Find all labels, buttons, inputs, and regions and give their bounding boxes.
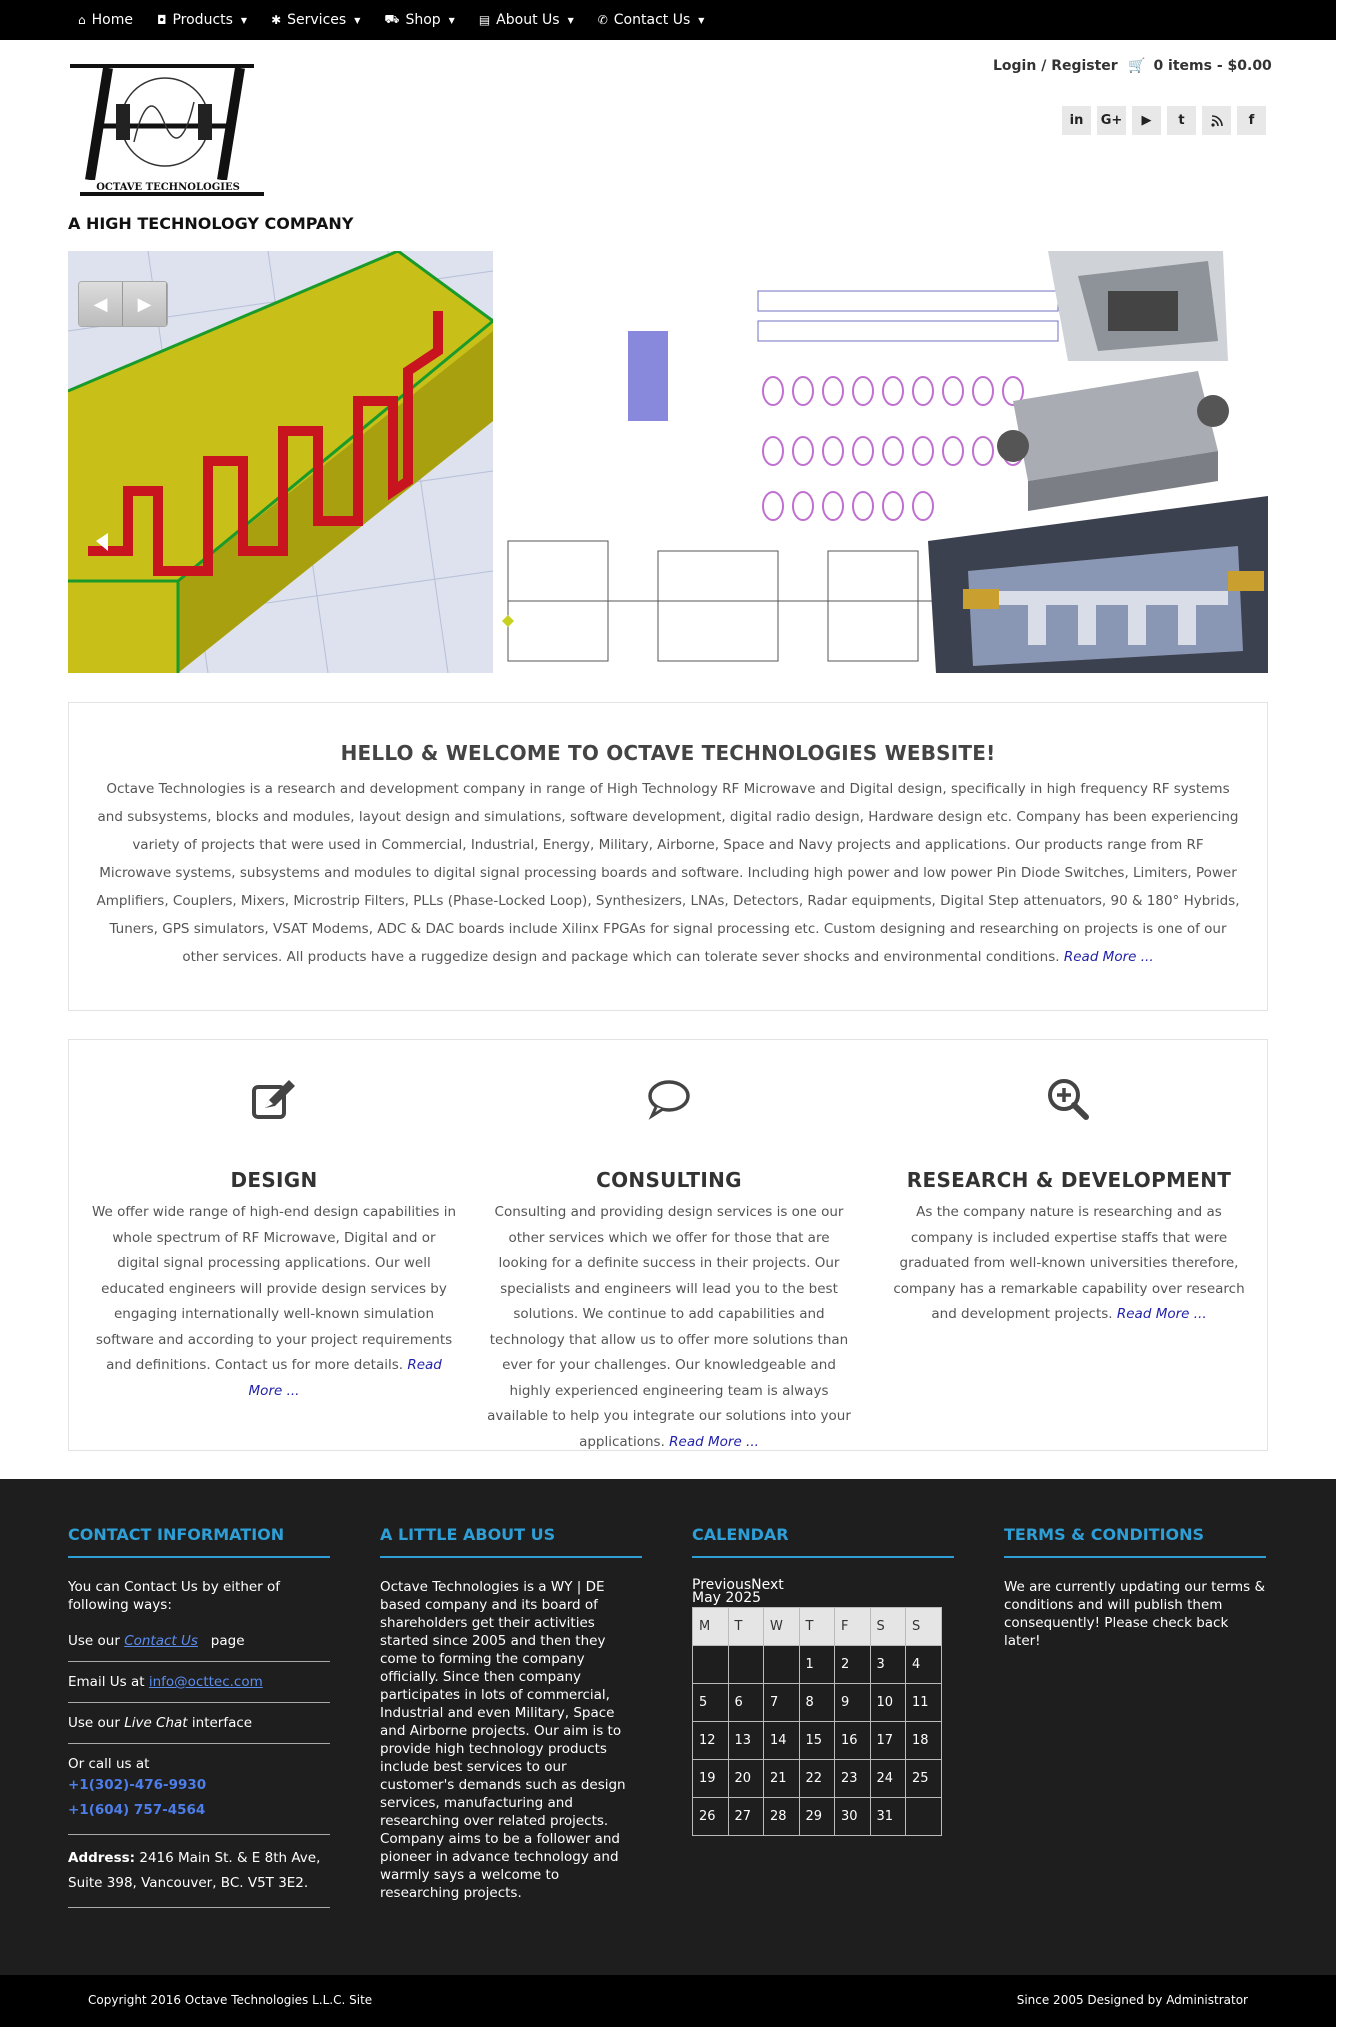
service-text bbox=[91, 1200, 457, 1404]
terms-text: We are currently updating our terms & conditions and will publish them consequently! Please check back later! bbox=[1004, 1579, 1266, 1649]
calendar-month: May 2025 bbox=[692, 1590, 762, 1606]
nav-item-products[interactable] bbox=[157, 12, 247, 28]
google-plus-icon[interactable]: G+ bbox=[1097, 106, 1126, 135]
slider-next-button[interactable] bbox=[123, 282, 167, 326]
email-link[interactable]: info@octtec.com bbox=[148, 1674, 263, 1690]
weekday: M bbox=[693, 1608, 729, 1646]
weekday: W bbox=[764, 1608, 800, 1646]
nav-label: Services bbox=[287, 12, 347, 28]
calendar-day: 22 bbox=[799, 1760, 835, 1798]
chat-prefix: Use our bbox=[68, 1715, 120, 1731]
calendar-next-link[interactable]: Next bbox=[751, 1577, 784, 1593]
calendar-table bbox=[692, 1607, 942, 1836]
welcome-body: Octave Technologies is a research and development company in range of High Technology RF Microwave and Digital design, specifically in high frequency RF systems and subsystems, blocks and modules, layout design and simulations, software development, digital radio design, Hardware design etc. Company has been experiencing variety of projects that were used in Commercial, Industrial, Energy, Military, Airborne, Space and Navy projects and applications. Our products range from RF Microwave systems, subsystems and modules to digital signal processing boards and software. Including high power and low power Pin Diode Switches, Limiters, Power Amplifiers, Couplers, Mixers, Microstrip Filters, PLLs (Phase-Locked Loop), Synthesizers, LNAs, Detectors, Radar equipments, Digital Step attenuators, 90 & 180° Hybrids, Tuners, GPS simulators, VSAT Modems, ADC & DAC boards include Xilinx FPGAs for signal processing etc. Custom designing and researching on projects is one of our other services. All products have a ruggedize design and package which can tolerate sever shocks and environmental conditions. bbox=[96, 781, 1240, 965]
welcome-text bbox=[95, 775, 1241, 971]
service-research-development bbox=[874, 1040, 1264, 1328]
calendar-day: 18 bbox=[906, 1722, 942, 1760]
hero-image bbox=[68, 251, 1268, 673]
designed-by-text: Since 2005 Designed by Administrator bbox=[1016, 1993, 1248, 2007]
live-chat-link[interactable]: Live Chat bbox=[124, 1715, 188, 1731]
address-row bbox=[68, 1835, 330, 1908]
caret-down-icon: ▼ bbox=[567, 15, 574, 25]
nav-item-services[interactable] bbox=[271, 12, 360, 28]
calendar-week bbox=[693, 1722, 942, 1760]
calendar-day: 27 bbox=[728, 1798, 764, 1836]
services-section bbox=[68, 1039, 1268, 1451]
rss-icon[interactable] bbox=[1202, 106, 1231, 135]
service-title: CONSULTING bbox=[596, 1168, 742, 1192]
social-links bbox=[1062, 106, 1272, 135]
contact-use-our: Use our bbox=[68, 1633, 120, 1649]
logo-wordmark: OCTAVE TECHNOLOGIES bbox=[96, 182, 240, 193]
footer-heading: TERMS & CONDITIONS bbox=[1004, 1525, 1266, 1558]
calendar-weekdays bbox=[693, 1608, 942, 1646]
weekday: S bbox=[906, 1608, 942, 1646]
footer-calendar-column bbox=[692, 1525, 954, 1836]
page-edge bbox=[1336, 0, 1350, 2027]
welcome-section bbox=[68, 702, 1268, 1011]
calendar-day: 30 bbox=[835, 1798, 871, 1836]
nav-label: Contact Us bbox=[613, 12, 691, 28]
cart-icon: ⛟ bbox=[384, 12, 400, 26]
calendar-day: 21 bbox=[764, 1760, 800, 1798]
camera-icon: ◘ bbox=[156, 13, 167, 27]
footer-heading: A LITTLE ABOUT US bbox=[380, 1525, 642, 1558]
calendar-week bbox=[693, 1684, 942, 1722]
nav-label: Home bbox=[91, 12, 133, 28]
footer-heading: CONTACT INFORMATION bbox=[68, 1525, 330, 1558]
chat-suffix: interface bbox=[191, 1715, 253, 1731]
nav-label: Shop bbox=[405, 12, 441, 28]
calendar-day: 25 bbox=[906, 1760, 942, 1798]
edit-icon bbox=[79, 1078, 469, 1128]
service-body: As the company nature is researching and as company is included expertise staffs that were graduated from well-known universities therefore, company has a remarkable capability over research and development projects. bbox=[893, 1204, 1245, 1322]
email-prefix: Email Us at bbox=[68, 1674, 145, 1690]
chevron-right-icon: ▶ bbox=[137, 293, 152, 315]
bottom-bar bbox=[0, 1975, 1336, 2027]
calendar-day: 15 bbox=[799, 1722, 835, 1760]
document-icon: ▤ bbox=[478, 13, 491, 27]
footer-about-column bbox=[380, 1525, 642, 1902]
weekday: S bbox=[870, 1608, 906, 1646]
calendar-day: 28 bbox=[764, 1798, 800, 1836]
footer bbox=[0, 1479, 1336, 1975]
calendar-day: 9 bbox=[835, 1684, 871, 1722]
address-label: Address: bbox=[68, 1850, 136, 1866]
slider-prev-button[interactable] bbox=[79, 282, 123, 326]
service-title: RESEARCH & DEVELOPMENT bbox=[906, 1168, 1232, 1192]
calendar-day bbox=[764, 1646, 800, 1684]
calendar-day: 12 bbox=[693, 1722, 729, 1760]
phone-icon: ✆ bbox=[597, 13, 608, 27]
weekday: T bbox=[799, 1608, 835, 1646]
live-chat-row bbox=[68, 1703, 330, 1744]
phone-link-1[interactable]: +1(302)-476-9930 bbox=[68, 1777, 207, 1793]
copyright-text: Copyright 2016 Octave Technologies L.L.C. Site bbox=[88, 1993, 373, 2007]
calendar-day: 3 bbox=[870, 1646, 906, 1684]
site-logo[interactable] bbox=[68, 62, 266, 202]
caret-down-icon: ▼ bbox=[698, 15, 705, 25]
calendar-day: 19 bbox=[693, 1760, 729, 1798]
service-consulting bbox=[474, 1040, 864, 1455]
calendar-day: 14 bbox=[764, 1722, 800, 1760]
service-read-more-link[interactable]: Read More ... bbox=[1116, 1306, 1207, 1322]
footer-heading: CALENDAR bbox=[692, 1525, 954, 1558]
home-icon: ⌂ bbox=[78, 13, 86, 27]
caret-down-icon: ▼ bbox=[240, 15, 248, 25]
cart-icon: 🛒 bbox=[1128, 58, 1146, 74]
calendar-week bbox=[693, 1798, 942, 1836]
service-text bbox=[886, 1200, 1252, 1328]
service-read-more-link[interactable]: Read More ... bbox=[248, 1357, 442, 1399]
zoom-in-icon bbox=[874, 1078, 1264, 1128]
calendar-day: 11 bbox=[906, 1684, 942, 1722]
service-body: We offer wide range of high-end design capabilities in whole spectrum of RF Microwave, Digital and or digital signal processing applications. Our well educated engineers will provide design services by engaging internationally well-known simulation software and according to your project requirements and definitions. Contact us for more details. bbox=[91, 1204, 457, 1373]
contact-us-link[interactable]: Contact Us bbox=[124, 1633, 198, 1649]
nav-item-shop[interactable] bbox=[384, 12, 454, 28]
welcome-title: HELLO & WELCOME TO OCTAVE TECHNOLOGIES WEBSITE! bbox=[340, 741, 996, 765]
phone-link-2[interactable]: +1(604) 757-4564 bbox=[68, 1802, 206, 1818]
nav-item-contact-us[interactable] bbox=[598, 12, 705, 28]
calendar-day: 24 bbox=[870, 1760, 906, 1798]
footer-terms-column bbox=[1004, 1525, 1266, 1650]
calendar-day: 29 bbox=[799, 1798, 835, 1836]
caret-down-icon: ▼ bbox=[448, 15, 455, 25]
login-register-link[interactable]: Login / Register bbox=[993, 58, 1118, 74]
address-text: 2416 Main St. & E 8th Ave, Suite 398, Vancouver, BC. V5T 3E2. bbox=[68, 1850, 321, 1891]
calendar-week bbox=[693, 1760, 942, 1798]
cart-label: 0 items - $0.00 bbox=[1153, 58, 1272, 74]
service-body: Consulting and providing design services is one our other services which we offer for those that are looking for a definite success in their projects. Our specialists and engineers will lead you to the best solutions. We continue to add capabilities and technology that allow us to offer more solutions than ever for your challenges. Our knowledgeable and highly experienced engineering team is always available to help you integrate our solutions into your applications. bbox=[487, 1204, 851, 1450]
calendar-day bbox=[906, 1798, 942, 1836]
calendar-day bbox=[728, 1646, 764, 1684]
phone-row bbox=[68, 1744, 330, 1835]
calendar-day: 10 bbox=[870, 1684, 906, 1722]
call-label: Or call us at bbox=[68, 1756, 150, 1772]
calendar-day: 7 bbox=[764, 1684, 800, 1722]
cart-summary[interactable] bbox=[1128, 58, 1272, 74]
nav-label: Products bbox=[172, 12, 233, 28]
top-navigation bbox=[0, 0, 1336, 40]
chat-bubble-icon bbox=[474, 1078, 864, 1128]
caret-down-icon: ▼ bbox=[354, 15, 361, 25]
calendar-day: 20 bbox=[728, 1760, 764, 1798]
footer-contact-column bbox=[68, 1525, 330, 1908]
calendar-day: 31 bbox=[870, 1798, 906, 1836]
facebook-icon[interactable]: f bbox=[1237, 106, 1266, 135]
calendar-day: 17 bbox=[870, 1722, 906, 1760]
service-text bbox=[486, 1200, 852, 1455]
weekday: F bbox=[835, 1608, 871, 1646]
about-text: Octave Technologies is a WY | DE based company and its board of shareholders get their activities started since 2005 and then they come to forming the company officially. Since then company participates in lots of commercial, Industrial and even Military, Space and Airborne projects. Our aim is to provide high technology products include best services to our customer's demands such as design services, manufacturing and researching over related projects. Company aims to be a follower and pioneer in advance technology and warmly says a welcome to researching projects. bbox=[380, 1579, 626, 1901]
calendar-day: 5 bbox=[693, 1684, 729, 1722]
welcome-read-more-link[interactable]: Read More ... bbox=[1063, 949, 1154, 965]
calendar-day: 26 bbox=[693, 1798, 729, 1836]
calendar-day: 2 bbox=[835, 1646, 871, 1684]
youtube-icon[interactable]: ▶ bbox=[1132, 106, 1161, 135]
linkedin-icon[interactable]: in bbox=[1062, 106, 1091, 135]
contact-page-row bbox=[68, 1632, 330, 1662]
nav-item-about-us[interactable] bbox=[479, 12, 574, 28]
weekday: T bbox=[728, 1608, 764, 1646]
service-title: DESIGN bbox=[230, 1168, 318, 1192]
calendar-day: 1 bbox=[799, 1646, 835, 1684]
slider-controls bbox=[78, 281, 168, 327]
twitter-icon[interactable]: t bbox=[1167, 106, 1196, 135]
service-design bbox=[79, 1040, 469, 1404]
calendar-day: 16 bbox=[835, 1722, 871, 1760]
contact-page-word: page bbox=[210, 1633, 245, 1649]
calendar-day: 23 bbox=[835, 1760, 871, 1798]
calendar-day: 6 bbox=[728, 1684, 764, 1722]
nav-label: About Us bbox=[496, 12, 560, 28]
chevron-left-icon: ◀ bbox=[93, 293, 108, 315]
hero-slider bbox=[68, 251, 1268, 673]
calendar-day: 4 bbox=[906, 1646, 942, 1684]
nav-item-home[interactable] bbox=[78, 12, 133, 28]
calendar-day: 8 bbox=[799, 1684, 835, 1722]
calendar-day: 13 bbox=[728, 1722, 764, 1760]
contact-intro: You can Contact Us by either of following ways: bbox=[68, 1579, 281, 1613]
gear-icon: ✱ bbox=[271, 13, 282, 27]
calendar-prev-link[interactable]: Previous bbox=[692, 1577, 752, 1593]
service-read-more-link[interactable]: Read More ... bbox=[669, 1433, 759, 1450]
calendar-day bbox=[693, 1646, 729, 1684]
email-row bbox=[68, 1662, 330, 1703]
calendar-week bbox=[693, 1646, 942, 1684]
site-tagline: A HIGH TECHNOLOGY COMPANY bbox=[68, 214, 354, 233]
